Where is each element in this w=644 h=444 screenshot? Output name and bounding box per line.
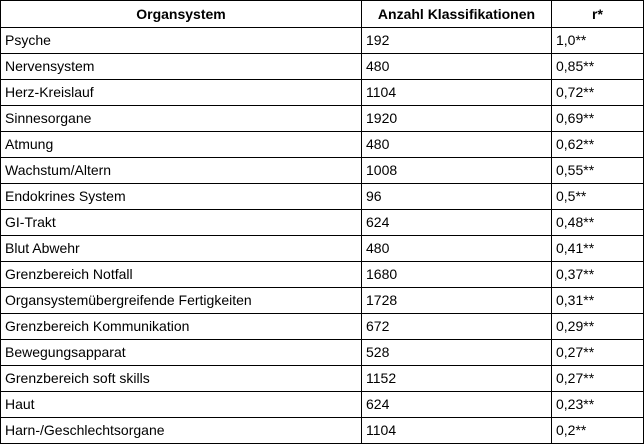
cell-organsystem: Grenzbereich Notfall — [1, 262, 362, 288]
cell-r: 0,48** — [552, 210, 644, 236]
cell-anzahl: 624 — [362, 392, 552, 418]
cell-r: 0,27** — [552, 366, 644, 392]
cell-r: 1,0** — [552, 28, 644, 54]
cell-r: 0,2** — [552, 418, 644, 444]
table-row — [1, 132, 644, 158]
cell-r: 0,85** — [552, 54, 644, 80]
cell-r: 0,69** — [552, 106, 644, 132]
cell-anzahl: 1104 — [362, 418, 552, 444]
table-row — [1, 28, 644, 54]
table-row — [1, 288, 644, 314]
table-row — [1, 184, 644, 210]
cell-r: 0,31** — [552, 288, 644, 314]
cell-r: 0,27** — [552, 340, 644, 366]
table-row — [1, 262, 644, 288]
cell-organsystem: Organsystemübergreifende Fertigkeiten — [1, 288, 362, 314]
cell-anzahl: 672 — [362, 314, 552, 340]
cell-anzahl: 480 — [362, 132, 552, 158]
table-row — [1, 236, 644, 262]
table-row — [1, 158, 644, 184]
cell-r: 0,5** — [552, 184, 644, 210]
cell-anzahl: 1680 — [362, 262, 552, 288]
table-row — [1, 54, 644, 80]
cell-organsystem: Grenzbereich Kommunikation — [1, 314, 362, 340]
cell-organsystem: Wachstum/Altern — [1, 158, 362, 184]
cell-organsystem: Harn-/Geschlechtsorgane — [1, 418, 362, 444]
table-row — [1, 340, 644, 366]
cell-anzahl: 480 — [362, 54, 552, 80]
cell-anzahl: 1152 — [362, 366, 552, 392]
header-anzahl-klassifikationen: Anzahl Klassifikationen — [362, 1, 552, 28]
cell-organsystem: GI-Trakt — [1, 210, 362, 236]
table-row — [1, 392, 644, 418]
table-row — [1, 366, 644, 392]
cell-r: 0,62** — [552, 132, 644, 158]
cell-r: 0,37** — [552, 262, 644, 288]
cell-anzahl: 192 — [362, 28, 552, 54]
cell-organsystem: Endokrines System — [1, 184, 362, 210]
cell-anzahl: 624 — [362, 210, 552, 236]
cell-r: 0,41** — [552, 236, 644, 262]
cell-anzahl: 1008 — [362, 158, 552, 184]
table-row — [1, 314, 644, 340]
cell-anzahl: 528 — [362, 340, 552, 366]
table-row — [1, 210, 644, 236]
cell-anzahl: 96 — [362, 184, 552, 210]
header-row — [1, 1, 644, 28]
cell-anzahl: 1728 — [362, 288, 552, 314]
cell-r: 0,55** — [552, 158, 644, 184]
cell-organsystem: Blut Abwehr — [1, 236, 362, 262]
cell-organsystem: Haut — [1, 392, 362, 418]
cell-organsystem: Sinnesorgane — [1, 106, 362, 132]
cell-organsystem: Nervensystem — [1, 54, 362, 80]
cell-r: 0,72** — [552, 80, 644, 106]
cell-organsystem: Atmung — [1, 132, 362, 158]
cell-organsystem: Grenzbereich soft skills — [1, 366, 362, 392]
cell-organsystem: Herz-Kreislauf — [1, 80, 362, 106]
table-row — [1, 106, 644, 132]
cell-anzahl: 480 — [362, 236, 552, 262]
cell-anzahl: 1920 — [362, 106, 552, 132]
cell-r: 0,29** — [552, 314, 644, 340]
header-organsystem: Organsystem — [1, 1, 362, 28]
cell-anzahl: 1104 — [362, 80, 552, 106]
cell-organsystem: Psyche — [1, 28, 362, 54]
table-row — [1, 418, 644, 444]
table-row — [1, 80, 644, 106]
cell-organsystem: Bewegungsapparat — [1, 340, 362, 366]
header-r: r* — [552, 1, 644, 28]
cell-r: 0,23** — [552, 392, 644, 418]
